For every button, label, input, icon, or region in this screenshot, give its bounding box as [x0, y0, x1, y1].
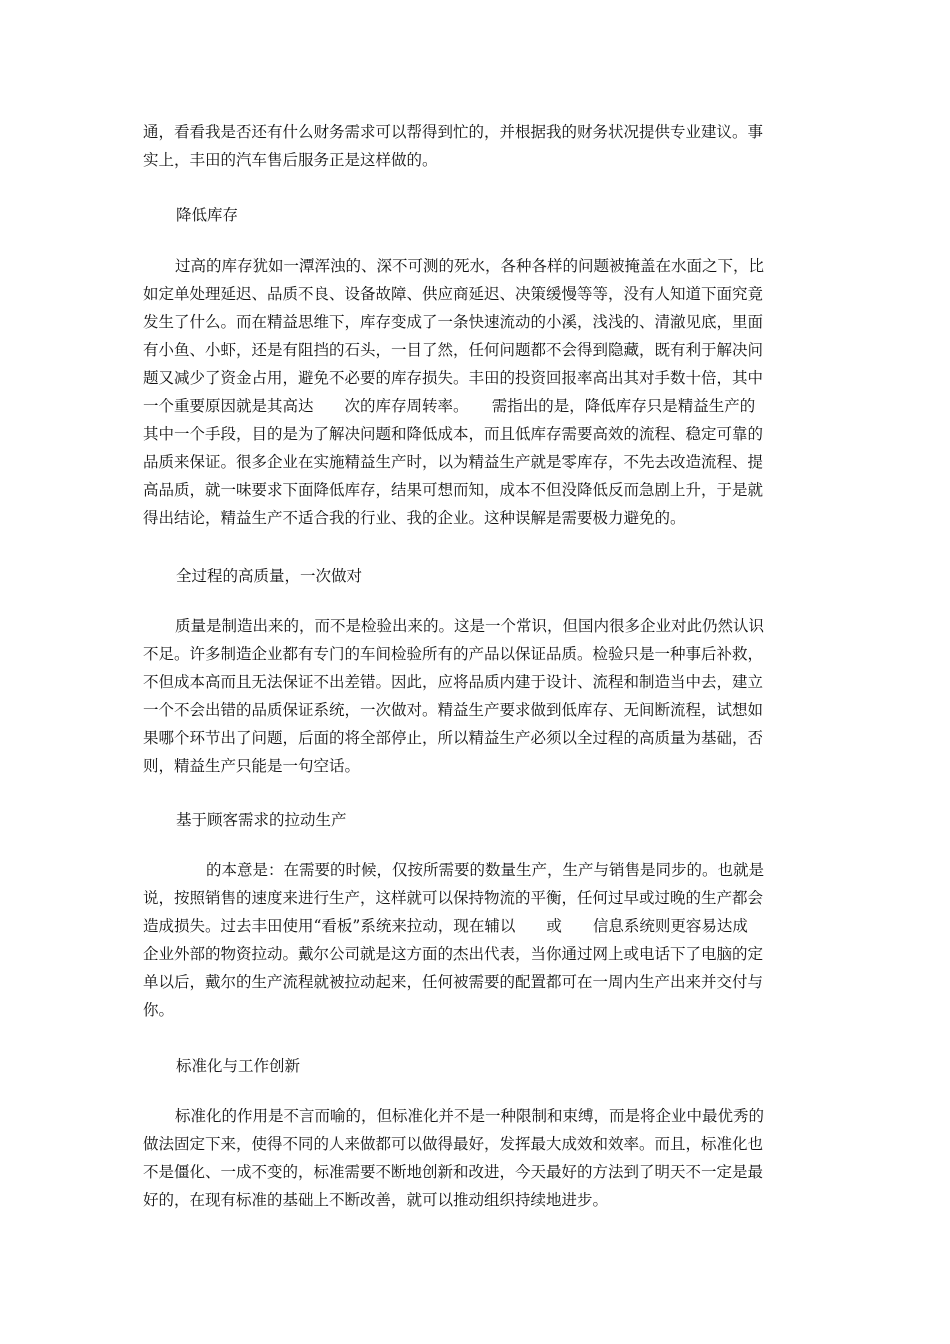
- paragraph-standardization: [143, 1102, 813, 1214]
- text-line: 质量是制造出来的，而不是检验出来的。这是一个常识，但国内很多企业对此仍然认识: [175, 617, 765, 635]
- text-line: 题又减少了资金占用，避免不必要的库存损失。丰田的投资回报率高出其对手数十倍，其中: [143, 369, 764, 387]
- text-line: 说，按照销售的速度来进行生产，这样就可以保持物流的平衡，任何过早或过晚的生产都会: [143, 889, 764, 907]
- text-line: 不但成本高而且无法保证不出差错。因此，应将品质内建于设计、流程和制造当中去，建立: [143, 673, 764, 691]
- text-line: 如定单处理延迟、品质不良、设备故障、供应商延迟、决策缓慢等等，没有人知道下面究竟: [143, 285, 764, 303]
- text-line: 发生了什么。而在精益思维下，库存变成了一条快速流动的小溪，浅浅的、清澈见底，里面: [143, 313, 764, 331]
- text-line: 果哪个环节出了问题，后面的将全部停止，所以精益生产必须以全过程的高质量为基础，否: [143, 729, 764, 747]
- text-line: 企业外部的物资拉动。戴尔公司就是这方面的杰出代表，当你通过网上或电话下了电脑的定: [143, 945, 764, 963]
- text-line: 一个不会出错的品质保证系统，一次做对。精益生产要求做到低库存、无间断流程，试想如: [143, 701, 764, 719]
- section-heading-reduce-inventory: 降低库存: [176, 206, 239, 224]
- text-line: 单以后，戴尔的生产流程就被拉动起来，任何被需要的配置都可在一周内生产出来并交付与: [143, 973, 764, 991]
- text-line: 得出结论，精益生产不适合我的行业、我的企业。这种误解是需要极力避免的。: [143, 509, 686, 527]
- text-line: 不足。许多制造企业都有专门的车间检验所有的产品以保证品质。检验只是一种事后补救，: [143, 645, 764, 663]
- text-line: 通，看看我是否还有什么财务需求可以帮得到忙的，并根据我的财务状况提供专业建议。事: [143, 123, 764, 141]
- text-line: 标准化的作用是不言而喻的，但标准化并不是一种限制和束缚，而是将企业中最优秀的: [175, 1107, 765, 1125]
- paragraph-pull-production: [143, 856, 813, 1024]
- text-line: 高品质，就一味要求下面降低库存，结果可想而知，成本不但没降低反而急剧上升，于是就: [143, 481, 764, 499]
- section-heading-pull-production: 基于顾客需求的拉动生产: [176, 811, 347, 829]
- text-line: 做法固定下来，使得不同的人来做都可以做得最好，发挥最大成效和效率。而且，标准化也: [143, 1135, 764, 1153]
- text-line: 品质来保证。很多企业在实施精益生产时，以为精益生产就是零库存，不先去改造流程、提: [143, 453, 764, 471]
- text-line: 造成损失。过去丰田使用“看板”系统来拉动，现在辅以 或 信息系统则更容易达成: [143, 917, 748, 935]
- section-heading-standardization: 标准化与工作创新: [176, 1057, 301, 1075]
- text-line: 好的，在现有标准的基础上不断改善，就可以推动组织持续地进步。: [143, 1191, 609, 1209]
- text-line: 有小鱼、小虾，还是有阻挡的石头，一目了然，任何问题都不会得到隐藏，既有利于解决问: [143, 341, 764, 359]
- paragraph-reduce-inventory: [143, 252, 813, 532]
- intro-paragraph: [143, 118, 813, 174]
- text-line: 其中一个手段，目的是为了解决问题和降低成本，而且低库存需要高效的流程、稳定可靠的: [143, 425, 764, 443]
- text-line: 不是僵化、一成不变的，标准需要不断地创新和改进，今天最好的方法到了明天不一定是最: [143, 1163, 764, 1181]
- text-line: 则，精益生产只能是一句空话。: [143, 757, 361, 775]
- text-line: 实上，丰田的汽车售后服务正是这样做的。: [143, 151, 438, 169]
- text-line: 你。: [143, 1001, 175, 1019]
- text-line: 一个重要原因就是其高达 次的库存周转率。 需指出的是，降低库存只是精益生产的: [143, 397, 756, 415]
- section-heading-high-quality: 全过程的高质量，一次做对: [176, 567, 363, 585]
- paragraph-high-quality: [143, 612, 813, 780]
- text-line: 的本意是：在需要的时候，仅按所需要的数量生产，生产与销售是同步的。也就是: [175, 861, 765, 879]
- text-line: 过高的库存犹如一潭浑浊的、深不可测的死水，各种各样的问题被掩盖在水面之下，比: [175, 257, 765, 275]
